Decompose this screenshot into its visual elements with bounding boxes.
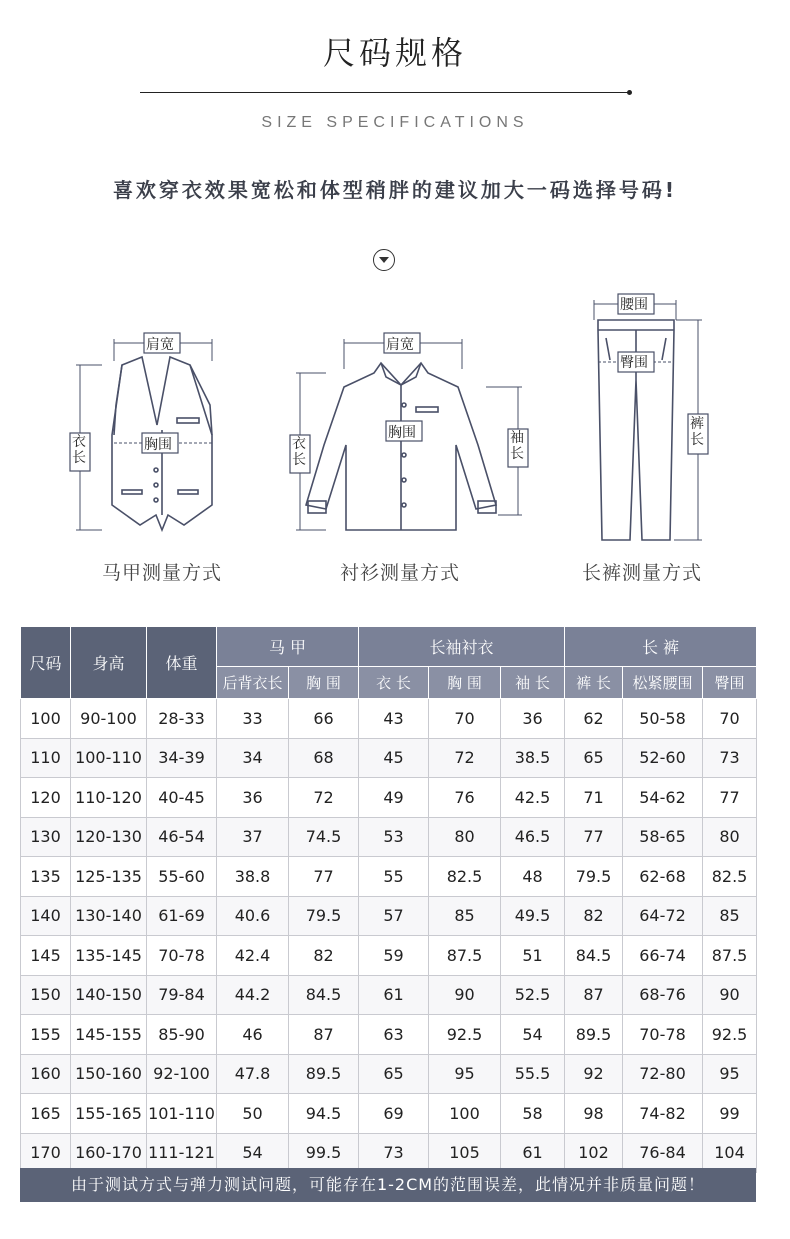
table-cell: 125-135 xyxy=(71,857,147,897)
table-row xyxy=(21,1133,757,1173)
table-cell: 42.4 xyxy=(217,936,289,976)
table-row xyxy=(21,1015,757,1055)
table-cell: 155 xyxy=(21,1015,71,1055)
table-cell: 150-160 xyxy=(71,1054,147,1094)
table-cell: 55 xyxy=(359,857,429,897)
shirt-chest-label: 胸围 xyxy=(388,425,416,441)
table-cell: 90-100 xyxy=(71,699,147,739)
table-cell: 130 xyxy=(21,817,71,857)
table-cell: 64-72 xyxy=(623,896,703,936)
table-cell: 49 xyxy=(359,778,429,818)
table-cell: 77 xyxy=(565,817,623,857)
table-cell: 140 xyxy=(21,896,71,936)
table-cell: 95 xyxy=(703,1054,757,1094)
table-cell: 76 xyxy=(429,778,501,818)
page-subtitle: SIZE SPECIFICATIONS xyxy=(261,114,529,131)
table-cell: 65 xyxy=(359,1054,429,1094)
table-cell: 92 xyxy=(565,1054,623,1094)
table-cell: 73 xyxy=(359,1133,429,1173)
table-cell: 82 xyxy=(289,936,359,976)
table-cell: 92.5 xyxy=(429,1015,501,1055)
header-shirt-sleeve: 袖 长 xyxy=(501,667,565,699)
table-cell: 40.6 xyxy=(217,896,289,936)
table-cell: 135-145 xyxy=(71,936,147,976)
table-cell: 54-62 xyxy=(623,778,703,818)
table-cell: 54 xyxy=(217,1133,289,1173)
table-cell: 66-74 xyxy=(623,936,703,976)
table-cell: 50-58 xyxy=(623,699,703,739)
table-cell: 43 xyxy=(359,699,429,739)
header-vest: 马 甲 xyxy=(217,627,359,667)
table-row xyxy=(21,699,757,739)
header-weight: 体重 xyxy=(147,627,217,699)
table-cell: 48 xyxy=(501,857,565,897)
table-cell: 68 xyxy=(289,738,359,778)
table-cell: 38.8 xyxy=(217,857,289,897)
table-cell: 76-84 xyxy=(623,1133,703,1173)
header-height: 身高 xyxy=(71,627,147,699)
table-cell: 79.5 xyxy=(289,896,359,936)
table-row xyxy=(21,738,757,778)
table-cell: 70-78 xyxy=(147,936,217,976)
table-cell: 84.5 xyxy=(289,975,359,1015)
table-cell: 59 xyxy=(359,936,429,976)
table-cell: 82 xyxy=(565,896,623,936)
table-cell: 145-155 xyxy=(71,1015,147,1055)
table-cell: 40-45 xyxy=(147,778,217,818)
table-cell: 37 xyxy=(217,817,289,857)
header-pants-hip: 臀围 xyxy=(703,667,757,699)
table-cell: 95 xyxy=(429,1054,501,1094)
table-cell: 87.5 xyxy=(429,936,501,976)
table-cell: 100-110 xyxy=(71,738,147,778)
table-cell: 72 xyxy=(289,778,359,818)
table-cell: 87 xyxy=(565,975,623,1015)
pants-length-label: 裤长 xyxy=(690,416,704,448)
table-cell: 80 xyxy=(703,817,757,857)
table-cell: 89.5 xyxy=(289,1054,359,1094)
table-cell: 42.5 xyxy=(501,778,565,818)
table-cell: 98 xyxy=(565,1094,623,1134)
table-cell: 28-33 xyxy=(147,699,217,739)
table-cell: 65 xyxy=(565,738,623,778)
table-cell: 90 xyxy=(703,975,757,1015)
table-cell: 77 xyxy=(703,778,757,818)
table-cell: 70-78 xyxy=(623,1015,703,1055)
vest-chest-label: 胸围 xyxy=(144,437,172,453)
table-cell: 100 xyxy=(21,699,71,739)
page-title: 尺码规格 xyxy=(322,34,467,72)
header-pants-waist: 松紧腰围 xyxy=(623,667,703,699)
pants-waist-label: 腰围 xyxy=(620,297,648,313)
title-divider xyxy=(140,92,630,93)
table-cell: 54 xyxy=(501,1015,565,1055)
disclaimer-footer: 由于测试方式与弹力测试问题，可能存在1-2CM的范围误差，此情况并非质量问题！ xyxy=(20,1168,756,1202)
table-cell: 66 xyxy=(289,699,359,739)
header-shirt: 长袖衬衣 xyxy=(359,627,565,667)
table-cell: 85-90 xyxy=(147,1015,217,1055)
header-pants: 长 裤 xyxy=(565,627,757,667)
table-cell: 101-110 xyxy=(147,1094,217,1134)
vest-length-label: 衣长 xyxy=(72,434,86,466)
table-cell: 92-100 xyxy=(147,1054,217,1094)
table-cell: 49.5 xyxy=(501,896,565,936)
table-cell: 92.5 xyxy=(703,1015,757,1055)
table-cell: 52.5 xyxy=(501,975,565,1015)
header-vest-back-length: 后背衣长 xyxy=(217,667,289,699)
table-cell: 104 xyxy=(703,1133,757,1173)
table-cell: 33 xyxy=(217,699,289,739)
shirt-sleeve-label: 袖长 xyxy=(510,430,524,462)
table-cell: 79.5 xyxy=(565,857,623,897)
table-cell: 68-76 xyxy=(623,975,703,1015)
table-cell: 145 xyxy=(21,936,71,976)
table-cell: 38.5 xyxy=(501,738,565,778)
table-cell: 62 xyxy=(565,699,623,739)
header-shirt-chest: 胸 围 xyxy=(429,667,501,699)
table-cell: 94.5 xyxy=(289,1094,359,1134)
table-cell: 135 xyxy=(21,857,71,897)
table-cell: 111-121 xyxy=(147,1133,217,1173)
table-cell: 44.2 xyxy=(217,975,289,1015)
table-cell: 46-54 xyxy=(147,817,217,857)
shirt-shoulder-label: 肩宽 xyxy=(386,337,414,353)
header-pants-length: 裤 长 xyxy=(565,667,623,699)
table-cell: 110-120 xyxy=(71,778,147,818)
table-cell: 120 xyxy=(21,778,71,818)
table-cell: 90 xyxy=(429,975,501,1015)
vest-diagram xyxy=(62,325,238,540)
table-cell: 70 xyxy=(429,699,501,739)
table-cell: 120-130 xyxy=(71,817,147,857)
table-row xyxy=(21,857,757,897)
table-cell: 46 xyxy=(217,1015,289,1055)
table-row xyxy=(21,1054,757,1094)
table-cell: 79-84 xyxy=(147,975,217,1015)
pants-hip-label: 臀围 xyxy=(620,355,648,371)
table-cell: 36 xyxy=(501,699,565,739)
table-cell: 140-150 xyxy=(71,975,147,1015)
table-cell: 160-170 xyxy=(71,1133,147,1173)
table-cell: 99.5 xyxy=(289,1133,359,1173)
table-cell: 110 xyxy=(21,738,71,778)
table-cell: 34-39 xyxy=(147,738,217,778)
table-cell: 47.8 xyxy=(217,1054,289,1094)
table-cell: 52-60 xyxy=(623,738,703,778)
table-row xyxy=(21,975,757,1015)
table-cell: 55.5 xyxy=(501,1054,565,1094)
shirt-length-label: 衣长 xyxy=(292,436,306,468)
table-cell: 73 xyxy=(703,738,757,778)
table-cell: 36 xyxy=(217,778,289,818)
table-cell: 34 xyxy=(217,738,289,778)
table-cell: 50 xyxy=(217,1094,289,1134)
table-cell: 82.5 xyxy=(429,857,501,897)
header-vest-chest: 胸 围 xyxy=(289,667,359,699)
table-cell: 55-60 xyxy=(147,857,217,897)
table-cell: 99 xyxy=(703,1094,757,1134)
table-cell: 71 xyxy=(565,778,623,818)
table-cell: 105 xyxy=(429,1133,501,1173)
table-cell: 84.5 xyxy=(565,936,623,976)
table-cell: 53 xyxy=(359,817,429,857)
table-cell: 58 xyxy=(501,1094,565,1134)
table-cell: 100 xyxy=(429,1094,501,1134)
header-shirt-length: 衣 长 xyxy=(359,667,429,699)
table-cell: 170 xyxy=(21,1133,71,1173)
table-cell: 165 xyxy=(21,1094,71,1134)
table-cell: 85 xyxy=(703,896,757,936)
table-cell: 155-165 xyxy=(71,1094,147,1134)
table-cell: 69 xyxy=(359,1094,429,1134)
header-size: 尺码 xyxy=(21,627,71,699)
table-cell: 61 xyxy=(501,1133,565,1173)
table-cell: 89.5 xyxy=(565,1015,623,1055)
table-row xyxy=(21,936,757,976)
table-row xyxy=(21,896,757,936)
table-cell: 63 xyxy=(359,1015,429,1055)
table-cell: 45 xyxy=(359,738,429,778)
table-cell: 70 xyxy=(703,699,757,739)
table-cell: 102 xyxy=(565,1133,623,1173)
table-cell: 61-69 xyxy=(147,896,217,936)
shirt-caption: 衬衫测量方式 xyxy=(339,562,460,584)
pants-caption: 长裤测量方式 xyxy=(581,562,702,584)
table-cell: 85 xyxy=(429,896,501,936)
table-cell: 57 xyxy=(359,896,429,936)
vest-caption: 马甲测量方式 xyxy=(101,562,222,584)
table-cell: 150 xyxy=(21,975,71,1015)
table-cell: 130-140 xyxy=(71,896,147,936)
size-tip: 喜欢穿衣效果宽松和体型稍胖的建议加大一码选择号码! xyxy=(112,178,678,202)
table-cell: 74.5 xyxy=(289,817,359,857)
table-row xyxy=(21,817,757,857)
table-cell: 82.5 xyxy=(703,857,757,897)
size-table xyxy=(20,626,757,1173)
table-row xyxy=(21,778,757,818)
vest-shoulder-label: 肩宽 xyxy=(146,337,174,353)
table-row xyxy=(21,1094,757,1134)
table-cell: 46.5 xyxy=(501,817,565,857)
table-cell: 80 xyxy=(429,817,501,857)
table-cell: 77 xyxy=(289,857,359,897)
table-cell: 87 xyxy=(289,1015,359,1055)
chevron-down-icon xyxy=(373,249,395,271)
table-cell: 62-68 xyxy=(623,857,703,897)
table-cell: 61 xyxy=(359,975,429,1015)
table-cell: 87.5 xyxy=(703,936,757,976)
table-cell: 72 xyxy=(429,738,501,778)
table-cell: 160 xyxy=(21,1054,71,1094)
table-cell: 72-80 xyxy=(623,1054,703,1094)
table-cell: 58-65 xyxy=(623,817,703,857)
table-cell: 51 xyxy=(501,936,565,976)
table-cell: 74-82 xyxy=(623,1094,703,1134)
